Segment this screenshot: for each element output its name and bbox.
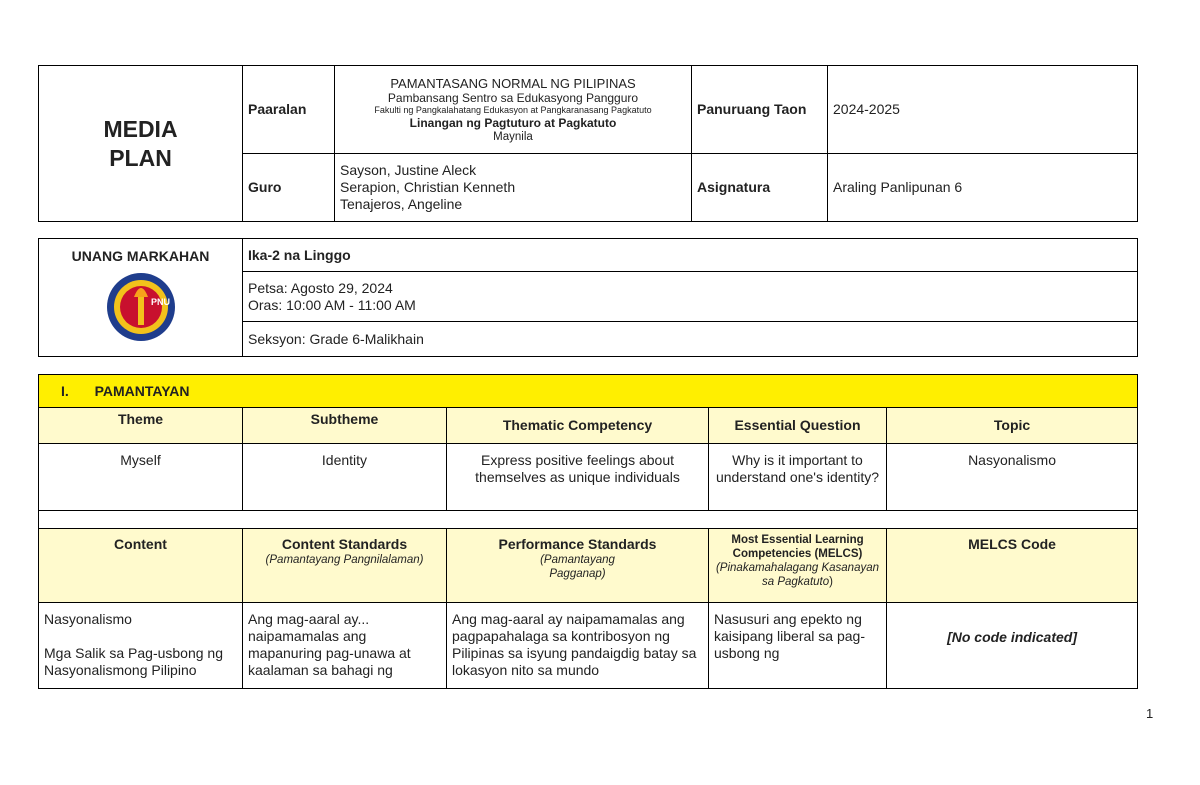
melcs-code-value: [No code indicated] xyxy=(887,603,1138,689)
melcs-subtitle-close: ) xyxy=(829,576,833,588)
cs-line2: naipamamalas ang mapanuring pag-unawa at kaalaman sa bahagi ng xyxy=(248,628,411,678)
school-cell xyxy=(335,66,692,154)
header-melcs xyxy=(709,529,887,603)
quarter-label: UNANG MARKAHAN xyxy=(71,248,210,264)
logo-text: PNU xyxy=(150,297,170,307)
content-value xyxy=(39,603,243,689)
quarter-cell xyxy=(39,239,243,357)
paaralan-label: Paaralan xyxy=(243,66,335,154)
topic-value: Nasyonalismo xyxy=(887,444,1138,511)
content-standards-value xyxy=(243,603,447,689)
cs-subtitle: (Pamantayang Pangnilalaman) xyxy=(265,554,424,566)
header-content-standards xyxy=(243,529,447,603)
theme-value: Myself xyxy=(39,444,243,511)
title-line2: PLAN xyxy=(109,144,172,171)
melcs-title: Most Essential Learning Competencies (MELCS) xyxy=(731,534,864,560)
thematic-competency-value: Express positive feelings about themselves as unique individuals xyxy=(447,444,709,511)
school-city: Maynila xyxy=(493,130,533,143)
school-name: PAMANTASANG NORMAL NG PILIPINAS xyxy=(390,75,636,91)
ps-subtitle-1: (Pamantayang xyxy=(540,554,615,566)
ps-subtitle-2: Pagganap) xyxy=(549,568,606,580)
title-line1: MEDIA xyxy=(103,115,178,142)
melcs-value: Nasusuri ang epekto ng kaisipang liberal sa pag-usbong ng xyxy=(709,603,887,689)
section-number: I. xyxy=(61,382,69,399)
pnu-seal-logo xyxy=(101,271,181,343)
teacher-name: Serapion, Christian Kenneth xyxy=(340,179,516,195)
section-text: Seksyon: Grade 6-Malikhain xyxy=(243,322,1138,357)
schedule-table xyxy=(38,238,1138,357)
ps-title: Performance Standards xyxy=(498,536,657,552)
school-faculty: Fakulti ng Pangkalahatang Edukasyon at Pangkaranasang Pagkatuto xyxy=(374,104,652,115)
cs-title: Content Standards xyxy=(281,536,408,552)
section-header xyxy=(39,375,1138,408)
content-topic: Nasyonalismo xyxy=(44,611,132,627)
media-plan-title-cell xyxy=(39,66,243,222)
header-content: Content xyxy=(39,529,243,603)
spacer-row xyxy=(39,511,1138,529)
header-thematic-competency: Thematic Competency xyxy=(447,408,709,444)
date-time-cell xyxy=(243,272,1138,322)
section-title: PAMANTAYAN xyxy=(94,382,190,399)
header-table xyxy=(38,65,1138,222)
cs-line1: Ang mag-aaral ay... xyxy=(248,611,370,627)
asignatura-label: Asignatura xyxy=(692,154,828,222)
header-melcs-code: MELCS Code xyxy=(887,529,1138,603)
performance-standards-value: Ang mag-aaral ay naipamamalas ang pagpapahalaga sa kontribosyon ng Pilipinas sa isyung pandaigdig batay sa lokasyon nito sa mundo xyxy=(447,603,709,689)
header-performance-standards xyxy=(447,529,709,603)
standards-table xyxy=(38,374,1138,689)
school-unit: Linangan ng Pagtuturo at Pagkatuto xyxy=(409,115,617,130)
teacher-name: Sayson, Justine Aleck xyxy=(340,162,477,178)
guro-list xyxy=(335,154,692,222)
header-essential-question: Essential Question xyxy=(709,408,887,444)
header-subtheme: Subtheme xyxy=(243,408,447,444)
date-text: Petsa: Agosto 29, 2024 xyxy=(248,279,393,296)
guro-label: Guro xyxy=(243,154,335,222)
subtheme-value: Identity xyxy=(243,444,447,511)
header-theme: Theme xyxy=(39,408,243,444)
panuruang-value: 2024-2025 xyxy=(828,66,1138,154)
week-label: Ika-2 na Linggo xyxy=(243,239,1138,272)
asignatura-value: Araling Panlipunan 6 xyxy=(828,154,1138,222)
melcs-subtitle: (Pinakamahalagang Kasanayan sa Pagkatuto xyxy=(715,562,880,588)
header-topic: Topic xyxy=(887,408,1138,444)
content-subtopic: Mga Salik sa Pag-usbong ng Nasyonalismong Pilipino xyxy=(44,645,223,678)
page-number: 1 xyxy=(1146,706,1154,721)
essential-question-value: Why is it important to understand one's identity? xyxy=(709,444,887,511)
teacher-name: Tenajeros, Angeline xyxy=(340,196,463,212)
panuruang-label: Panuruang Taon xyxy=(692,66,828,154)
school-subtitle: Pambansang Sentro sa Edukasyong Pangguro xyxy=(387,90,639,105)
time-text: Oras: 10:00 AM - 11:00 AM xyxy=(248,296,416,313)
